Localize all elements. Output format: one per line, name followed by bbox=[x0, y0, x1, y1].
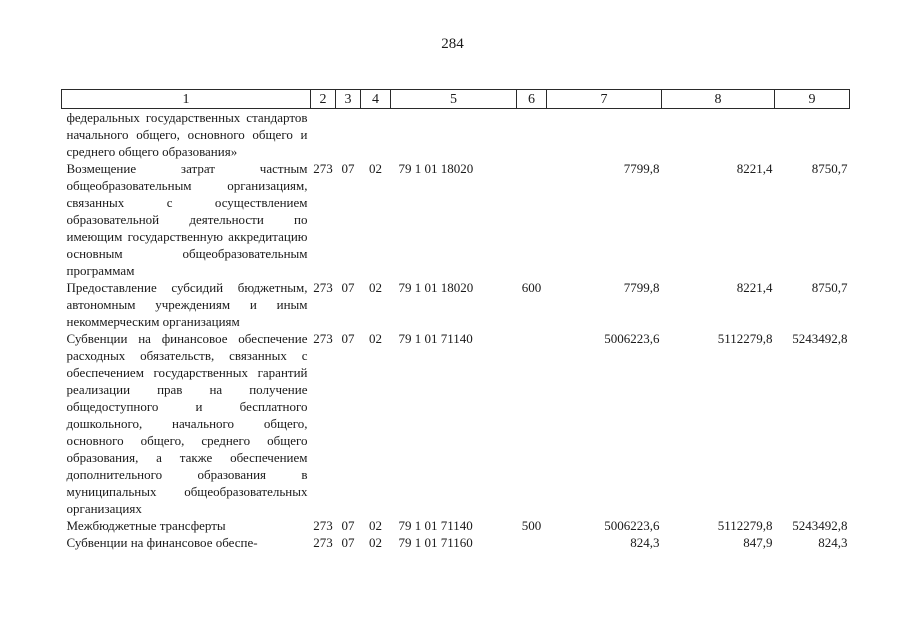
row-name: Субвенции на финансовое обеспе- bbox=[66, 535, 258, 550]
header-col-9: 9 bbox=[775, 90, 850, 109]
table-row bbox=[62, 534, 850, 551]
row-name: Предоставление субсидий бюджетным, автономным учреждениям и иным некоммерческим организациям bbox=[66, 280, 308, 329]
row-year3: 8750,7 bbox=[811, 161, 848, 176]
row-name: федеральных государственных стандартов начального общего, основного общего и среднего общего образования» bbox=[66, 110, 308, 159]
row-name: Возмещение затрат частным общеобразовательным организациям, связанных с осуществлением образовательной деятельности по имеющим государственную аккредитацию основным общеобразовательным программам bbox=[66, 161, 308, 278]
header-col-6: 6 bbox=[517, 90, 547, 109]
header-col-4: 4 bbox=[361, 90, 391, 109]
row-ved: 273 bbox=[313, 280, 333, 295]
table-header bbox=[62, 90, 850, 109]
row-rz: 07 bbox=[341, 161, 355, 176]
page-number: 284 bbox=[441, 36, 464, 52]
row-year3: 5243492,8 bbox=[792, 331, 848, 346]
row-vr bbox=[517, 330, 547, 517]
row-year2: 8221,4 bbox=[736, 161, 773, 176]
row-year2: 847,9 bbox=[743, 535, 773, 550]
row-year2: 5112279,8 bbox=[717, 331, 773, 346]
row-name: Субвенции на финансовое обеспечение расходных обязательств, связанных с обеспечением государственных гарантий реализации прав на получение общедоступного и бесплатного дошкольного, начального общего, основного общего, среднего общего образования, а также обеспечением дополнительного образования в муниципальных общеобразовательных организациях bbox=[66, 331, 308, 516]
row-vr bbox=[517, 160, 547, 279]
row-ved: 273 bbox=[313, 535, 333, 550]
row-year1: 5006223,6 bbox=[604, 518, 660, 533]
row-year3: 5243492,8 bbox=[792, 518, 848, 533]
row-pr: 02 bbox=[369, 280, 382, 295]
row-ved: 273 bbox=[313, 331, 333, 346]
table-row bbox=[62, 109, 850, 161]
header-row bbox=[62, 90, 850, 109]
row-rz: 07 bbox=[341, 280, 355, 295]
row-rz: 07 bbox=[341, 535, 355, 550]
row-vr: 500 bbox=[521, 518, 542, 533]
table-body bbox=[62, 109, 850, 552]
row-rz: 07 bbox=[341, 331, 355, 346]
header-col-8: 8 bbox=[662, 90, 775, 109]
row-vr bbox=[517, 534, 547, 551]
row-csr: 79 1 01 18020 bbox=[398, 280, 474, 295]
row-ved: 273 bbox=[313, 161, 333, 176]
row-year3: 824,3 bbox=[818, 535, 848, 550]
row-ved: 273 bbox=[313, 518, 333, 533]
row-year1: 5006223,6 bbox=[604, 331, 660, 346]
row-pr bbox=[361, 109, 391, 161]
row-year2: 5112279,8 bbox=[717, 518, 773, 533]
header-col-5: 5 bbox=[391, 90, 517, 109]
header-col-1: 1 bbox=[62, 90, 311, 109]
row-pr: 02 bbox=[369, 535, 382, 550]
row-csr: 79 1 01 71140 bbox=[398, 518, 473, 533]
header-col-3: 3 bbox=[336, 90, 361, 109]
table-row bbox=[62, 160, 850, 279]
row-name: Межбюджетные трансферты bbox=[66, 518, 226, 533]
row-year1: 7799,8 bbox=[623, 280, 660, 295]
table-row bbox=[62, 279, 850, 330]
row-csr: 79 1 01 18020 bbox=[398, 161, 474, 176]
row-pr: 02 bbox=[369, 161, 382, 176]
row-rz: 07 bbox=[341, 518, 355, 533]
row-year1 bbox=[547, 109, 662, 161]
row-year1: 824,3 bbox=[630, 535, 660, 550]
header-col-7: 7 bbox=[547, 90, 662, 109]
row-pr: 02 bbox=[369, 518, 382, 533]
row-ved bbox=[311, 109, 336, 161]
row-year1: 7799,8 bbox=[623, 161, 660, 176]
budget-table bbox=[61, 89, 850, 551]
row-pr: 02 bbox=[369, 331, 382, 346]
row-csr: 79 1 01 71140 bbox=[398, 331, 473, 346]
row-year3: 8750,7 bbox=[811, 280, 848, 295]
table-row bbox=[62, 330, 850, 517]
row-csr bbox=[391, 109, 517, 161]
table-row bbox=[62, 517, 850, 534]
row-csr: 79 1 01 71160 bbox=[398, 535, 473, 550]
row-vr bbox=[517, 109, 547, 161]
row-year2: 8221,4 bbox=[736, 280, 773, 295]
row-year3 bbox=[775, 109, 850, 161]
row-rz bbox=[336, 109, 361, 161]
row-year2 bbox=[662, 109, 775, 161]
row-vr: 600 bbox=[521, 280, 542, 295]
header-col-2: 2 bbox=[311, 90, 336, 109]
